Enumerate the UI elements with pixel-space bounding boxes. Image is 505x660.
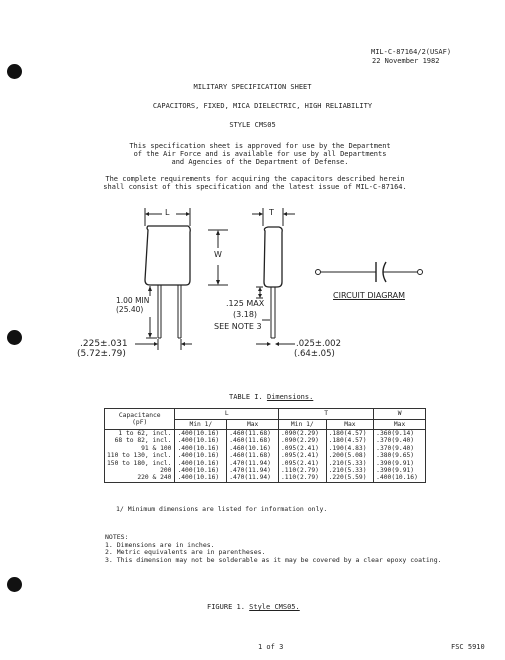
cell-w-max: .390(9.91): [376, 459, 415, 467]
cell-t-min: .110(2.79): [281, 467, 319, 475]
t-min-column: [279, 430, 327, 483]
cell-l-min: .400(10.16): [177, 437, 220, 445]
cell-t-min: .090(2.29): [281, 437, 319, 445]
cell-t-min: .095(2.41): [281, 459, 319, 467]
lead-diameter-label: .025±.002: [296, 339, 341, 349]
cell-t-max: .220(5.59): [328, 474, 367, 482]
cell-l-max: .460(11.68): [229, 452, 271, 460]
cell-l-max: .460(11.68): [229, 437, 271, 445]
document-title: MILITARY SPECIFICATION SHEET: [193, 83, 312, 91]
cell-l-max: .470(11.94): [229, 459, 271, 467]
notes-block: [105, 534, 442, 564]
intro-paragraph: [0, 142, 505, 166]
intro-line: This specification sheet is approved for use by the Department: [129, 142, 391, 150]
cell-t-max: .210(5.33): [328, 467, 367, 475]
dimensions-table: [104, 408, 426, 483]
cell-cap: 68 to 82, incl.: [114, 437, 172, 445]
dim-label-t: T: [269, 208, 274, 217]
lead-length-metric: (25.40): [116, 305, 144, 314]
header-w: W: [374, 409, 426, 420]
cell-w-max: .380(9.65): [376, 452, 415, 460]
notes-heading: NOTES:: [105, 533, 129, 541]
fsc-code: FSC 5910: [451, 643, 485, 651]
max-125-metric: (3.18): [233, 310, 258, 319]
see-note-label: SEE NOTE 3: [214, 322, 262, 331]
table-body-row: [105, 430, 426, 483]
requirements-line: The complete requirements for acquiring the capacitors described herein: [105, 175, 405, 183]
cell-cap: 91 & 100: [141, 444, 172, 452]
header-capacitance-label: Capacitance: [118, 411, 161, 419]
cell-w-max: .360(9.14): [376, 430, 415, 437]
lead-diameter-metric: (.64±.05): [294, 349, 335, 359]
requirements-line: shall consist of this specification and the latest issue of MIL-C-87164.: [103, 183, 407, 191]
binder-hole-top: [7, 64, 22, 79]
capacitor-outline-drawing: [0, 200, 505, 365]
style-designation: STYLE CMS05: [229, 121, 276, 129]
cell-cap: 200: [160, 467, 172, 475]
cell-t-min: .110(2.79): [281, 474, 319, 482]
dim-label-w: W: [214, 250, 222, 259]
cell-l-max: .470(11.94): [229, 467, 271, 475]
requirements-paragraph: [0, 175, 505, 191]
header-capacitance-unit: (pF): [132, 419, 148, 426]
cell-l-min: .400(10.16): [177, 444, 220, 452]
figure-caption-prefix: FIGURE 1.: [207, 603, 245, 611]
note-item: 1. Dimensions are in inches.: [105, 540, 215, 549]
cell-l-max: .460(11.68): [229, 430, 271, 437]
cell-w-max: .370(9.40): [376, 437, 415, 445]
intro-line: and Agencies of the Department of Defense.: [171, 158, 349, 166]
dim-label-l: L: [165, 208, 170, 217]
cell-l-min: .400(10.16): [177, 452, 220, 460]
figure-caption: [207, 603, 300, 611]
spec-date: 22 November 1982: [372, 57, 440, 65]
subheader-w-max: Max: [374, 419, 426, 430]
subheader-t-min: Min 1/: [279, 419, 327, 430]
cell-t-max: .200(5.08): [328, 452, 367, 460]
l-min-column: [175, 430, 227, 483]
intro-line: of the Air Force and is available for use by all Departments: [133, 150, 387, 158]
page-number: 1 of 3: [258, 643, 284, 651]
cell-t-min: .090(2.29): [281, 430, 319, 437]
cell-l-min: .400(10.16): [177, 430, 220, 437]
circuit-diagram-label: CIRCUIT DIAGRAM: [333, 291, 405, 300]
cell-w-max: .400(10.16): [376, 474, 418, 482]
document-subtitle: CAPACITORS, FIXED, MICA DIELECTRIC, HIGH RELIABILITY: [152, 102, 373, 110]
header-l: L: [175, 409, 279, 420]
subheader-t-max: Max: [326, 419, 374, 430]
cell-cap: 110 to 130, incl.: [107, 452, 172, 460]
cell-t-max: .180(4.57): [328, 430, 367, 437]
w-max-column: [374, 430, 426, 483]
t-max-column: [326, 430, 374, 483]
l-max-column: [227, 430, 279, 483]
table-caption-prefix: TABLE I.: [229, 393, 263, 401]
cell-w-max: .390(9.91): [376, 467, 415, 475]
cell-l-min: .400(10.16): [177, 467, 220, 475]
header-capacitance: [105, 409, 175, 430]
note-item: 2. Metric equivalents are in parentheses.: [105, 548, 266, 556]
header-t: T: [279, 409, 374, 420]
table-caption-title: Dimensions.: [266, 393, 314, 401]
cell-l-min: .400(10.16): [177, 474, 220, 482]
table-caption: [229, 393, 313, 401]
cell-w-max: .370(9.40): [376, 444, 415, 452]
lead-spacing-metric: (5.72±.79): [77, 349, 126, 359]
subheader-l-min: Min 1/: [175, 419, 227, 430]
capacitance-column: [105, 430, 175, 483]
cell-l-max: .460(10.16): [229, 444, 271, 452]
cell-t-min: .095(2.41): [281, 452, 319, 460]
cell-cap: 1 to 62, incl.: [118, 430, 172, 437]
table-footnote: 1/ Minimum dimensions are listed for information only.: [116, 505, 328, 513]
note-item: 3. This dimension may not be solderable as it may be covered by a clear epoxy coating.: [105, 555, 442, 564]
cell-l-max: .470(11.94): [229, 474, 271, 482]
cell-t-max: .210(5.33): [328, 459, 367, 467]
cell-t-max: .190(4.83): [328, 444, 367, 452]
cell-cap: 220 & 240: [137, 474, 172, 482]
subheader-l-max: Max: [227, 419, 279, 430]
figure-caption-title: Style CMS05.: [249, 603, 300, 611]
cell-l-min: .400(10.16): [177, 459, 220, 467]
cell-t-max: .180(4.57): [328, 437, 367, 445]
binder-hole-bottom: [7, 577, 22, 592]
cell-cap: 150 to 180, incl.: [107, 459, 172, 467]
spec-number: MIL-C-87164/2(USAF): [371, 48, 452, 56]
lead-length-min: 1.00 MIN: [116, 296, 150, 305]
max-125-label: .125 MAX: [226, 299, 265, 308]
lead-spacing-label: .225±.031: [80, 339, 128, 349]
cell-t-min: .095(2.41): [281, 444, 319, 452]
